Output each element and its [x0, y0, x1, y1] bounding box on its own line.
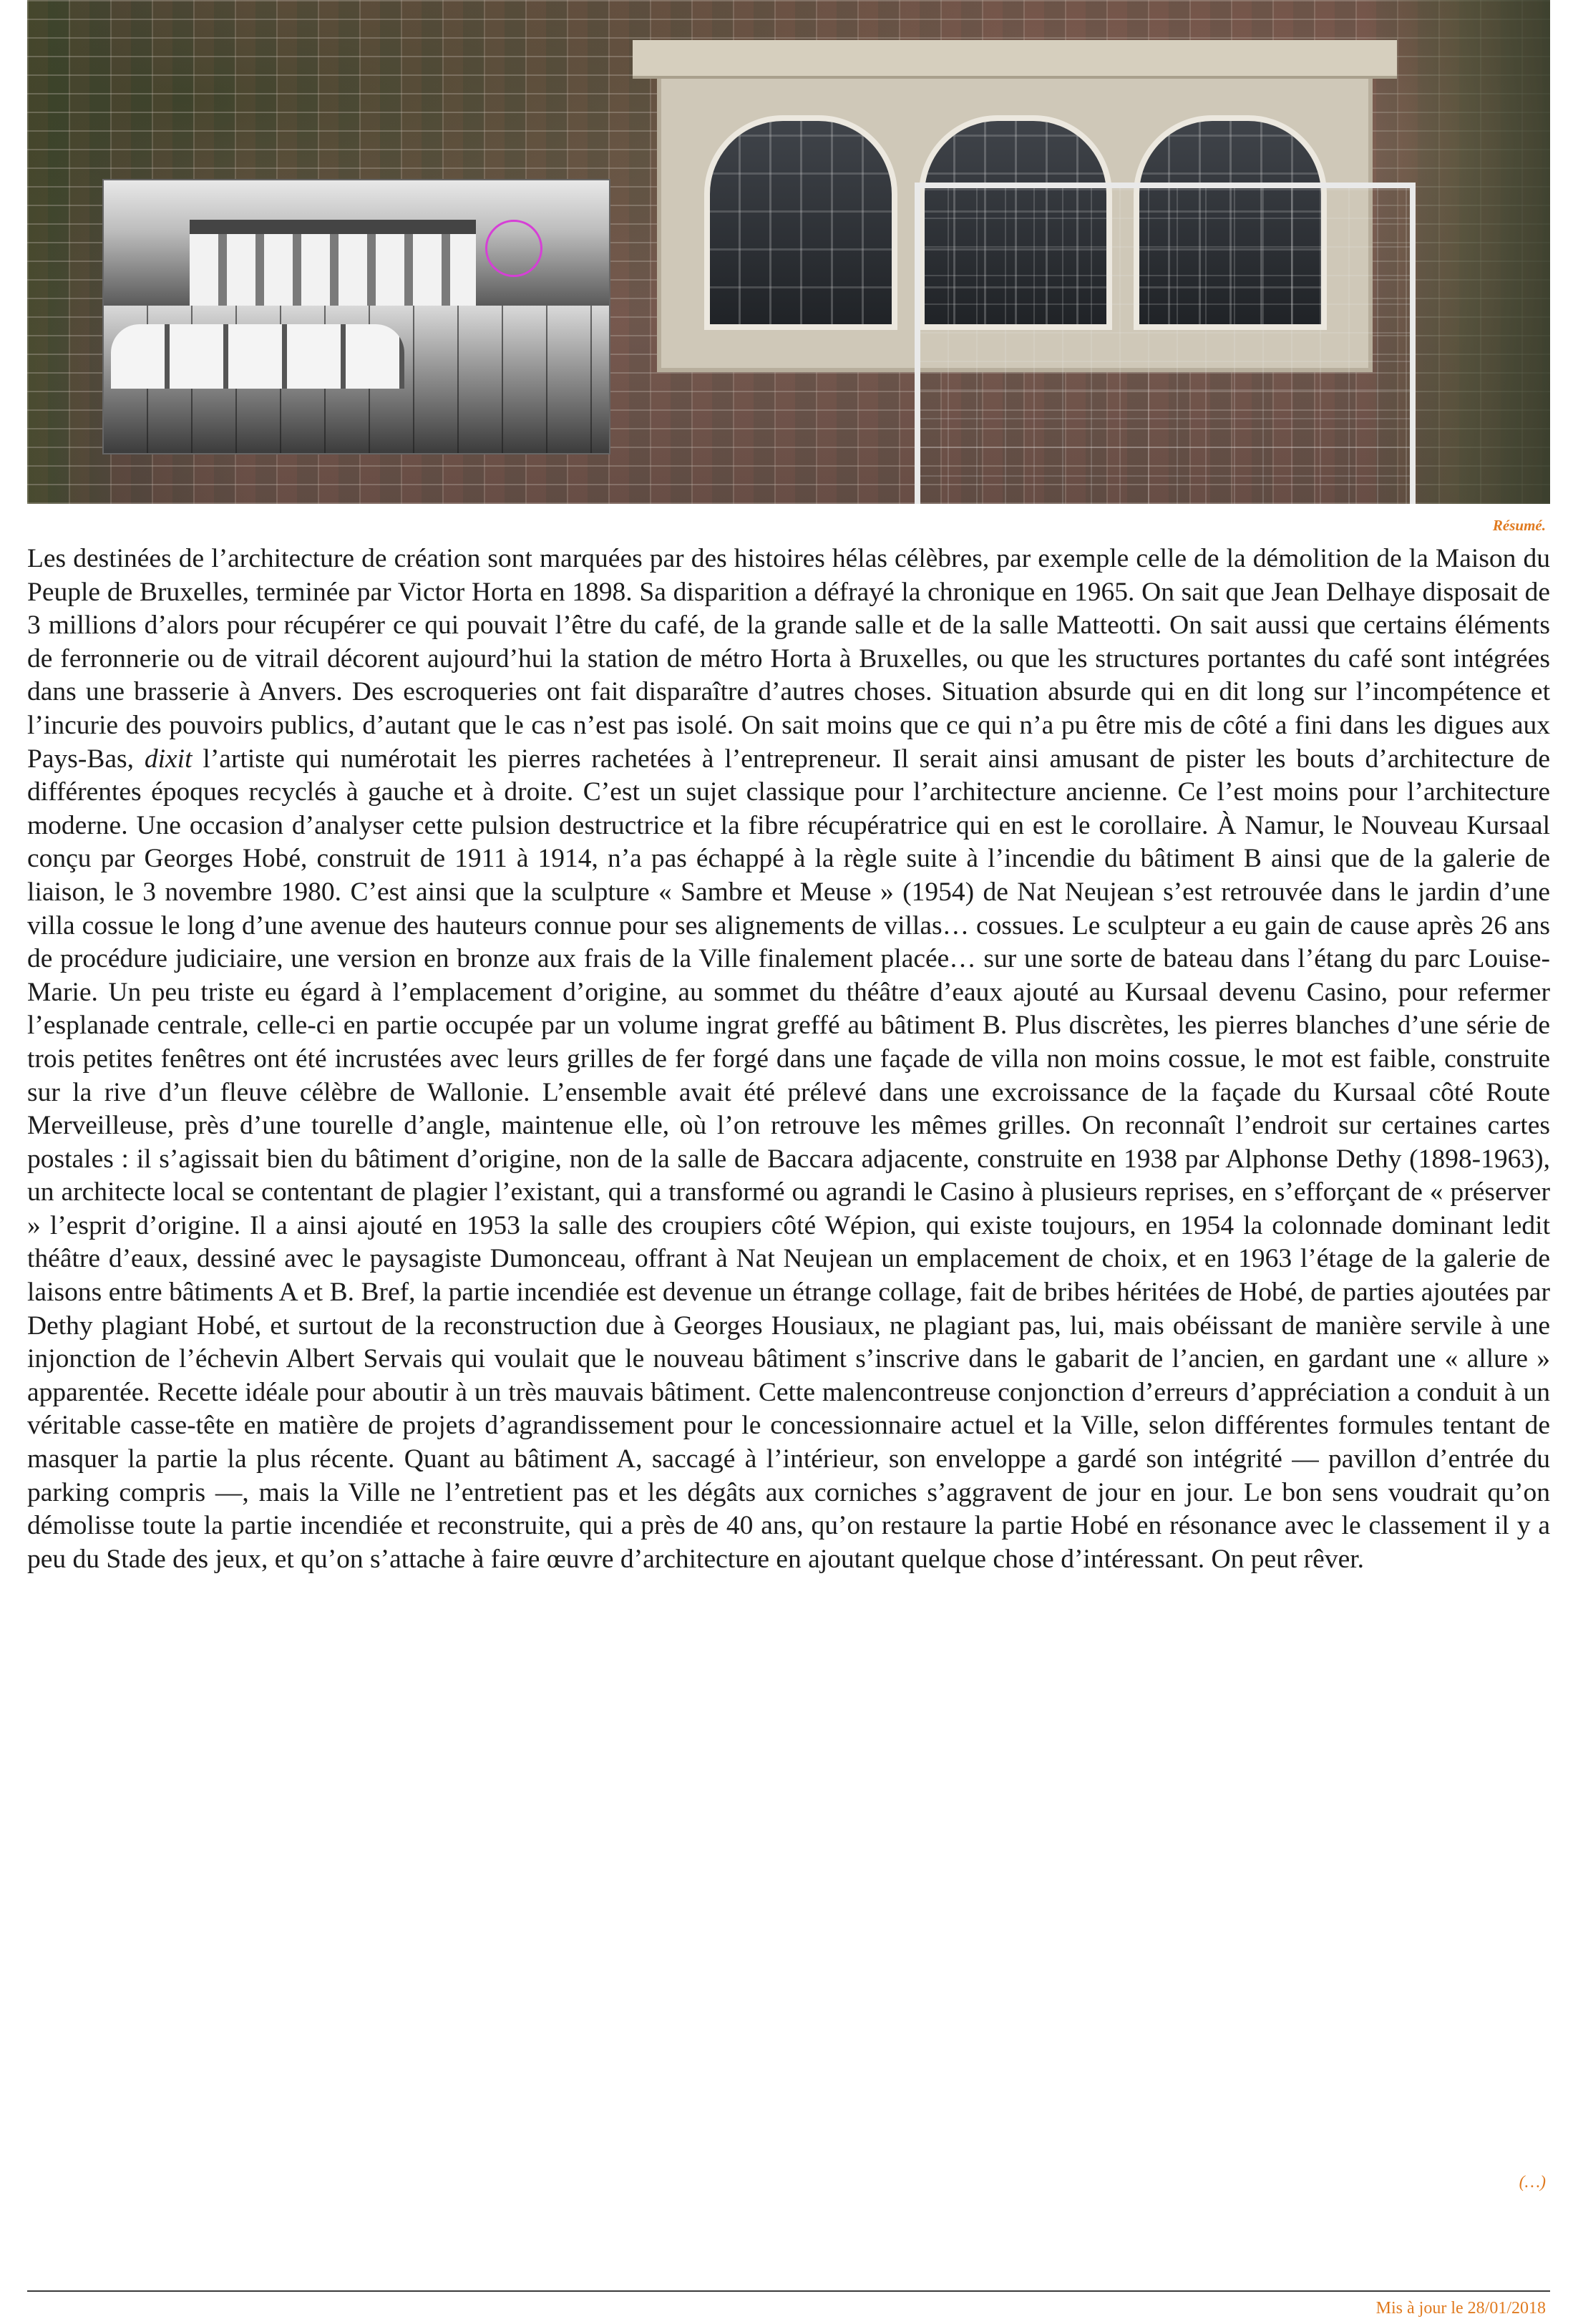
hero-photo — [27, 0, 1550, 504]
footer-divider — [27, 2290, 1550, 2292]
summary-text-part: Les destinées de l’architecture de création sont marquées par des histoires hélas célèbres, par exemple celle de la démolition de la Maison du Peuple de Bruxelles, terminée par Victor Horta en 1898. Sa disparition a défrayé la chronique en 1965. On sait que Jean Delhaye disposait de 3 millions d’alors pour récupérer ce qui pouvait l’être du café, de la grande salle et de la salle Matteotti. On sait aussi que certains éléments de ferronnerie ou de vitrail décorent aujourd’hui la station de métro Horta à Bruxelles, ou que les structures portantes du café sont intégrées dans une brasserie à Anvers. Des escroqueries ont fait disparaître d’autres choses. Situation absurde qui en dit long sur l’incompétence et l’incurie des pouvoirs publics, d’autant que le cas n’est pas isolé. On sait moins que ce qui n’a pu être mis de côté a fini dans les digues aux Pays-Bas, — [27, 544, 1550, 774]
window-lintel — [633, 40, 1397, 79]
last-updated: Mis à jour le 28/01/2018 — [1375, 2299, 1546, 2318]
summary-text-part: l’artiste qui numérotait les pierres rachetées à l’entrepreneur. Il serait ainsi amusant de pister les bouts d’architecture de différentes époques recyclés à gauche et à droite. C’est un sujet classique pour l’architecture ancienne. Ce l’est moins pour l’architecture moderne. Une occasion d’analyser cette pulsion destructrice et la fibre récupératrice qui en est le corollaire. À Namur, le Nouveau Kursaal conçu par Georges Hobé, construit de 1911 à 1914, n’a pas échappé à la règle suite à l’incendie du bâtiment B ainsi que de la galerie de liaison, le 3 novembre 1980. C’est ainsi que la sculpture « Sambre et Meuse » (1954) de Nat Neujean s’est retrouvée dans le jardin d’une villa cossue le long d’une avenue des hauteurs connue pour ses alignements de villas… cossues. Le sculpteur a eu gain de cause après 26 ans de procédure judiciaire, une version en bronze aux frais de la Ville finalement placée… sur une sorte de bateau dans l’étang du parc Louise-Marie. Un peu triste eu égard à l’emplacement d’origine, au sommet du théâtre d’eaux ajouté au Kursaal devenu Casino, pour refermer l’esplanade centrale, celle-ci en partie occupée par un volume ingrat greffé au bâtiment B. Plus discrètes, les pierres blanches d’une série de trois petites fenêtres ont été incrustées avec leurs grilles de fer forgé dans une façade de villa non moins cossue, le mot est faible, construite sur la rive d’un fleuve célèbre de Wallonie. L’ensemble avait été prélevé dans une excroissance de la façade du Kursaal côté Route Merveilleuse, près d’une tourelle d’angle, maintenue elle, où l’on retrouve les mêmes grilles. On reconnaît l’endroit sur certaines cartes postales : il s’agissait bien du bâtiment d’origine, non de la salle de Baccara adjacente, construite en 1938 par Alphonse Dethy (1898-1963), un architecte local se contentant de plagier l’existant, qui a transformé ou agrandi le Casino à plusieurs reprises, en s’efforçant de « préserver » l’esprit d’origine. Il a ainsi ajouté en 1953 la salle des croupiers côté Wépion, qui existe toujours, en 1954 la colonnade dominant ledit théâtre d’eaux, dessiné avec le paysagiste Dumonceau, offrant à Nat Neujean un emplacement de choix, et en 1963 l’étage de la galerie de laisons entre bâtiments A et B. Bref, la partie incendiée est devenue un étrange collage, fait de bribes héritées de Hobé, de parties ajoutées par Dethy plagiant Hobé, et surtout de la reconstruction due à Georges Housiaux, ne plagiant pas, lui, mais obéissant de manière servile à une injonction de l’échevin Albert Servais qui voulait que le nouveau bâtiment s’inscrive dans le gabarit de l’ancien, en gardant une « allure » apparentée. Recette idéale pour aboutir à un très mauvais bâtiment. Cette malencontreuse conjonction d’erreurs d’appréciation a conduit à un véritable casse-tête en matière de projets d’agrandissement pour le concessionnaire actuel et la Ville, selon différentes formules tentant de masquer la partie la plus récente. Quant au bâtiment A, saccagé à l’intérieur, son enveloppe a gardé son intégrité — pavillon d’entrée du parking compris —, mais la Ville ne l’entretient pas et les dégâts aux corniches s’aggravent de jour en jour. Le bon sens voudrait qu’on démolisse toute la partie incendiée et reconstruite, qui a près de 40 ans, qu’on restaure la partie Hobé en résonance avec le classement il y a peu du Stade des jeux, et qu’on s’attache à faire œuvre d’architecture en ajoutant quelque chose d’intéressant. On peut rêver. — [27, 744, 1550, 1574]
window-pane — [704, 115, 897, 330]
football-goal — [915, 183, 1416, 504]
inset-arched-windows — [111, 324, 404, 389]
inset-highlight-circle — [485, 220, 542, 277]
read-more-link[interactable]: (…) — [1519, 2173, 1546, 2192]
summary-label: Résumé. — [1492, 517, 1546, 534]
summary-emphasis: dixit — [144, 744, 193, 774]
summary-text — [27, 543, 1550, 1576]
inset-building — [190, 220, 476, 306]
inset-historic-photo — [102, 179, 610, 454]
